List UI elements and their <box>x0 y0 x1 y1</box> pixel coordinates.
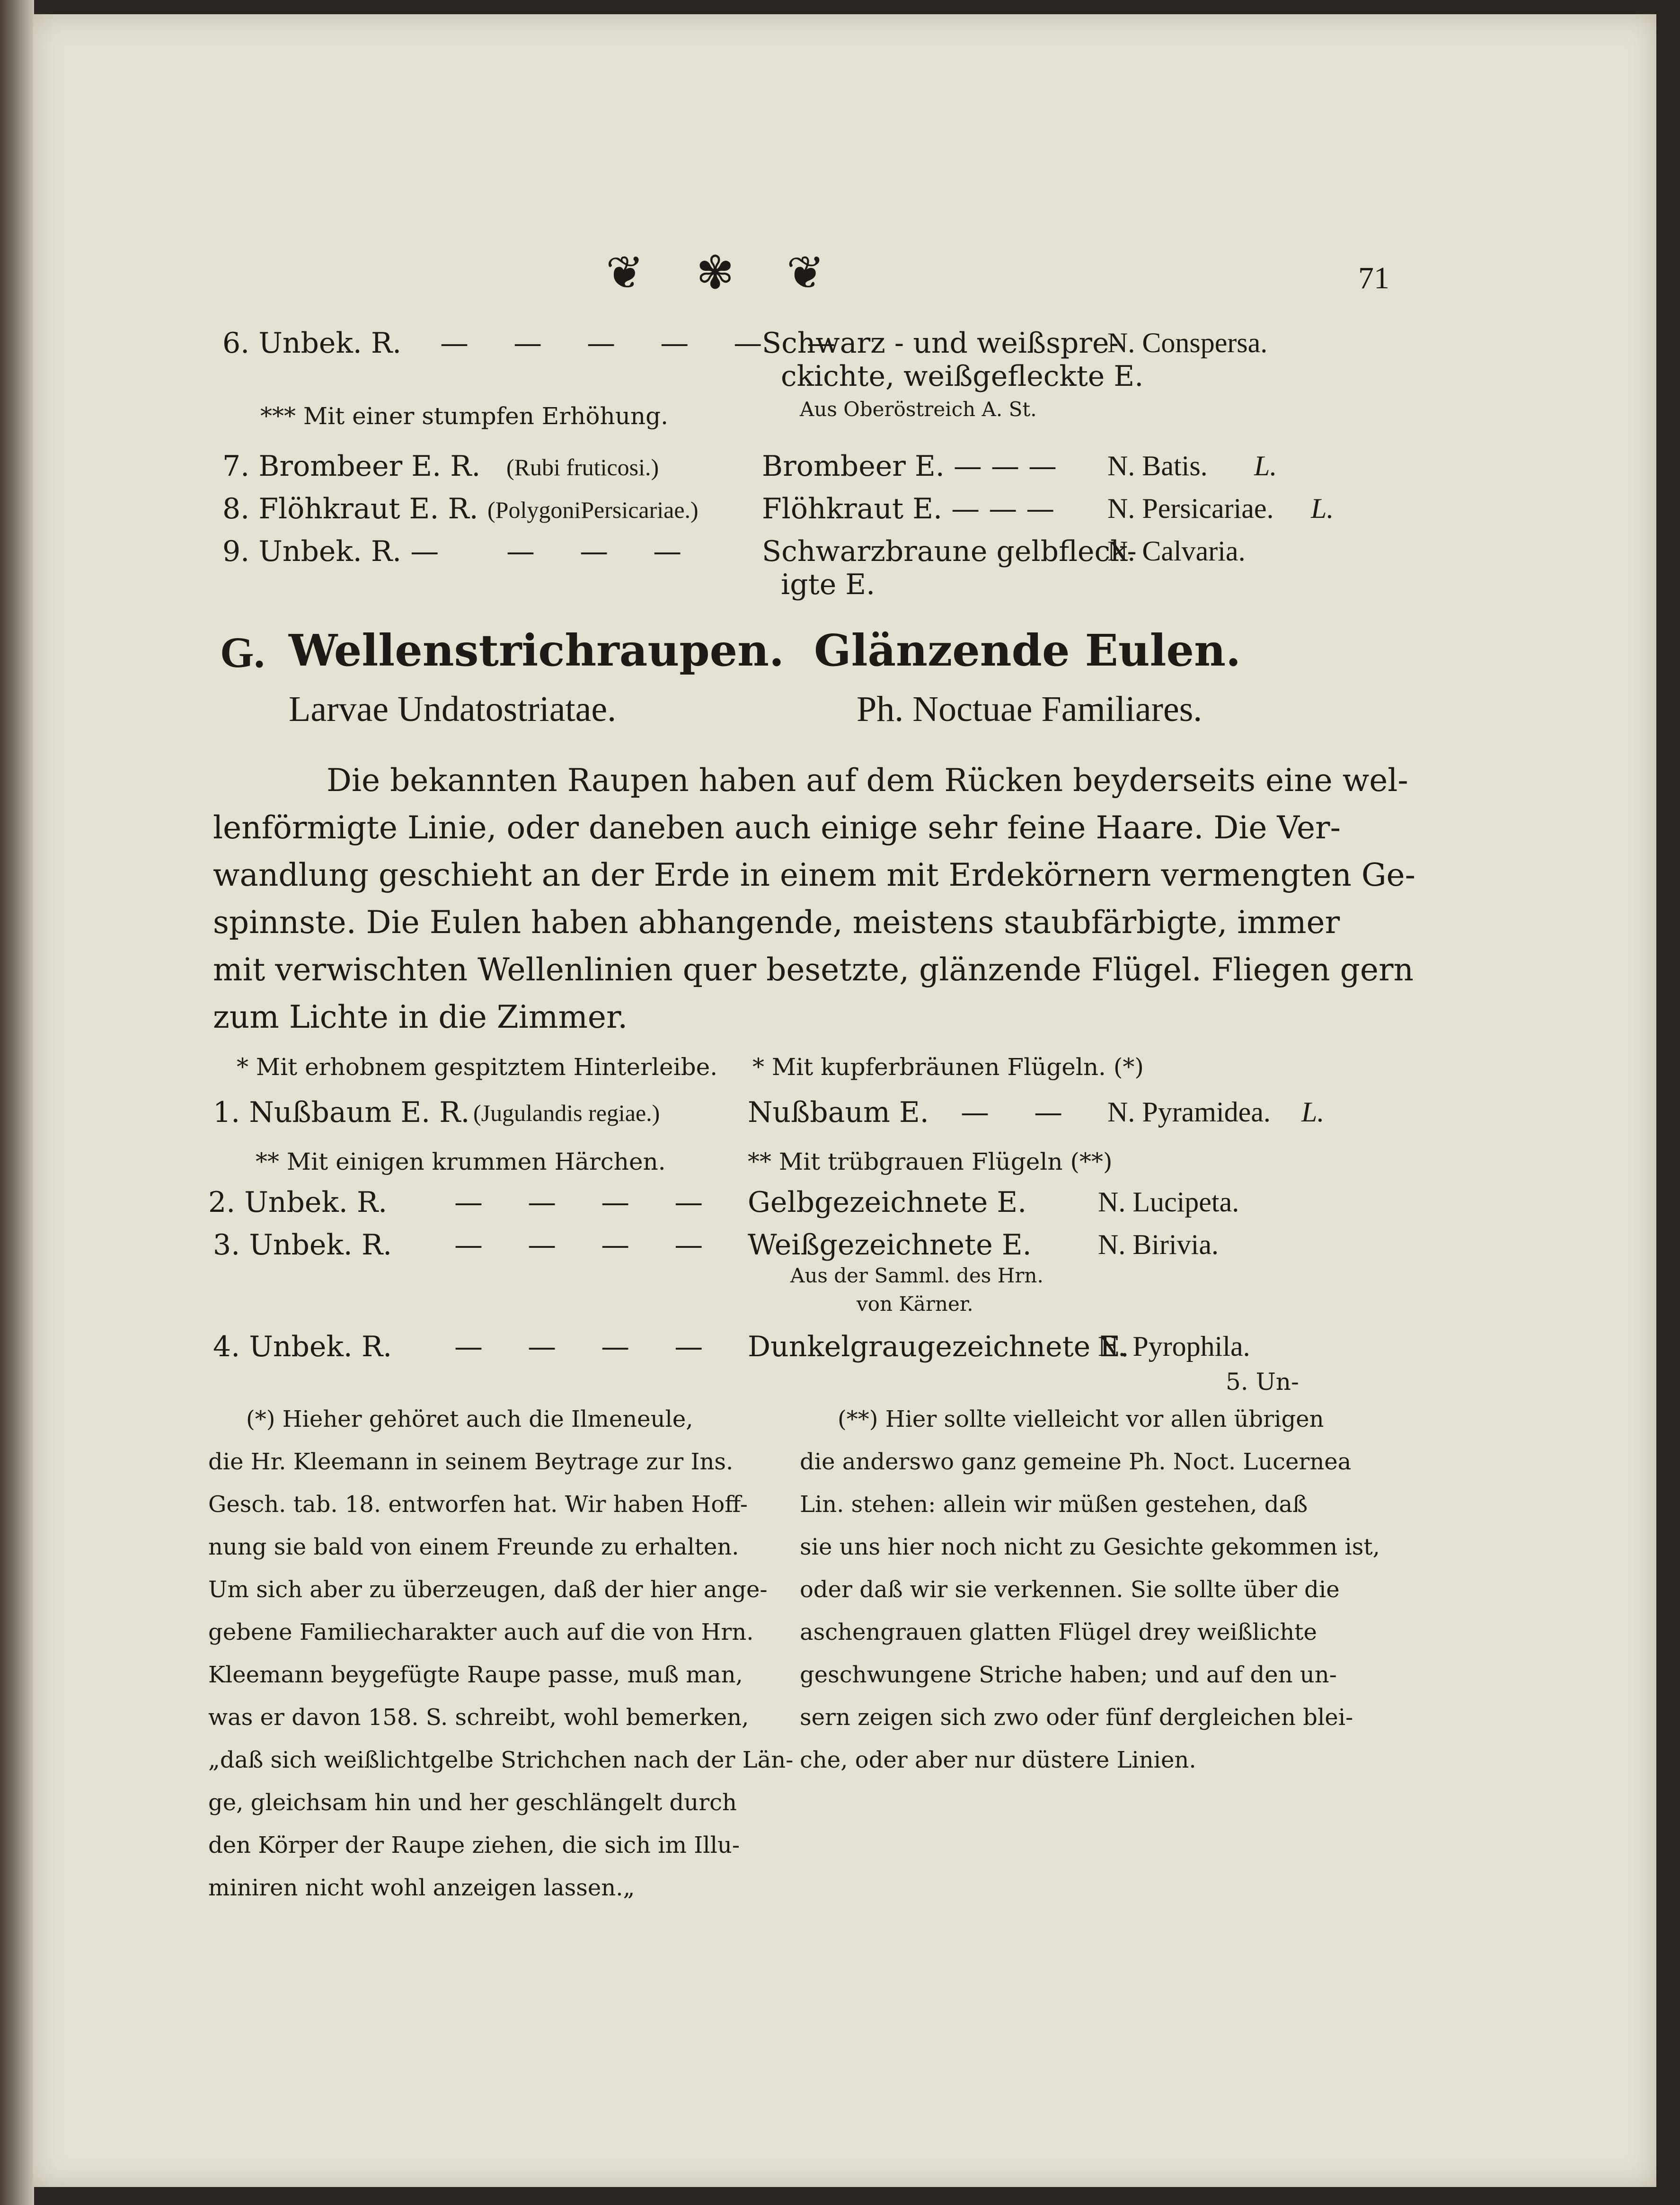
footnote-left-line: den Körper der Raupe ziehen, die sich im Illu- <box>208 1832 740 1858</box>
row-2-left: 2. Unbek. R. <box>208 1186 388 1219</box>
section1-note: *** Mit einer stumpfen Erhöhung. <box>260 402 669 430</box>
footnote-right-line: aschengrauen glatten Flügel drey weißlichte <box>800 1619 1317 1645</box>
footnote-right-line: oder daß wir sie verkennen. Sie sollte über die <box>800 1576 1340 1603</box>
row-9-name: Schwarzbraune gelbfleck- <box>762 535 1137 568</box>
row-8-paren: (PolygoniPersicariae.) <box>487 497 699 523</box>
footnote-left-line: nung sie bald von einem Freunde zu erhalten. <box>208 1534 739 1560</box>
footnote-left-line: Kleemann beygefügte Raupe passe, muß man, <box>208 1662 743 1688</box>
row-1-author: L. <box>1301 1096 1325 1128</box>
row-3-left: 3. Unbek. R. <box>213 1228 392 1262</box>
row-1-latin: N. Pyramidea. <box>1107 1096 1271 1128</box>
footnote-right-line: che, oder aber nur düstere Linien. <box>800 1747 1196 1773</box>
subhead-left-1: * Mit erhobnem gespitztem Hinterleibe. <box>237 1053 718 1081</box>
book-spine <box>0 0 34 2205</box>
row-2-dashes: — — — — <box>454 1186 721 1219</box>
row-1-dashes: — — <box>961 1096 1081 1129</box>
row-3-dashes: — — — — <box>454 1228 721 1262</box>
footnote-left-line: Gesch. tab. 18. entworfen hat. Wir haben Hoff- <box>208 1491 748 1518</box>
footnote-left-line: miniren nicht wohl anzeigen lassen.„ <box>208 1875 635 1901</box>
row-6-left: 6. Unbek. R. <box>222 327 402 360</box>
row-3-latin: N. Birivia. <box>1098 1229 1219 1260</box>
footnote-left-line: gebene Familiecharakter auch auf die von Hrn. <box>208 1619 754 1645</box>
subhead-right-2: ** Mit trübgrauen Flügeln (**) <box>748 1148 1113 1175</box>
row-1-name: Nußbaum E. <box>748 1096 929 1129</box>
footnote-left-line: Um sich aber zu überzeugen, daß der hier ange- <box>208 1576 768 1603</box>
footnote-right-line: (**) Hier sollte vielleicht vor allen übrigen <box>838 1406 1324 1432</box>
row-8-left: 8. Flöhkraut E. R. <box>222 492 478 525</box>
footnote-left-line: „daß sich weißlichtgelbe Strichchen nach der Län- <box>208 1747 794 1773</box>
book-page <box>33 14 1656 2187</box>
footnote-left-line: die Hr. Kleemann in seinem Beytrage zur Ins. <box>208 1449 734 1475</box>
row-1-left: 1. Nußbaum E. R. <box>213 1096 470 1129</box>
row-9-left: 9. Unbek. R. — <box>222 535 439 568</box>
section-german-title-right: Glänzende Eulen. <box>814 625 1241 676</box>
row-8-name: Flöhkraut E. — — — <box>762 492 1055 525</box>
row-8-latin: N. Persicariae. <box>1107 493 1274 524</box>
catchword: 5. Un- <box>1226 1368 1299 1396</box>
row-4-latin: N. Pyrophila. <box>1098 1331 1250 1362</box>
row-7-author: L. <box>1254 450 1277 481</box>
paragraph-line: mit verwischten Wellenlinien quer besetzte, glänzende Flügel. Fliegen gern <box>213 951 1414 988</box>
header-ornament: ❦ ✾ ❦ <box>606 246 844 299</box>
section-latin-title-right: Ph. Noctuae Familiares. <box>857 689 1203 729</box>
row-6-source: Aus Oberöstreich A. St. <box>800 398 1037 421</box>
footnote-right-line: Lin. stehen: allein wir müßen gestehen, daß <box>800 1491 1308 1518</box>
row-9-name-cont: igte E. <box>781 568 875 601</box>
footnote-right-line: sern zeigen sich zwo oder fünf dergleichen blei- <box>800 1704 1353 1731</box>
row-4-left: 4. Unbek. R. <box>213 1330 392 1363</box>
row-3-source: Aus der Samml. des Hrn. <box>790 1264 1043 1287</box>
paragraph-line: spinnste. Die Eulen haben abhangende, meistens staubfärbigte, immer <box>213 904 1340 941</box>
subhead-left-2: ** Mit einigen krummen Härchen. <box>256 1148 666 1175</box>
subhead-right-1: * Mit kupferbräunen Flügeln. (*) <box>752 1053 1144 1081</box>
row-6-name: Schwarz - und weißspre- <box>762 327 1119 360</box>
row-8-author: L. <box>1311 493 1334 524</box>
paragraph-line: wandlung geschieht an der Erde in einem mit Erdekörnern vermengten Ge- <box>213 857 1415 893</box>
row-4-dashes: — — — — <box>454 1330 721 1363</box>
row-7-left: 7. Brombeer E. R. <box>222 450 481 483</box>
section-german-title-left: Wellenstrichraupen. <box>289 625 785 676</box>
row-1-paren: (Jugulandis regiae.) <box>473 1100 660 1126</box>
paragraph-line: zum Lichte in die Zimmer. <box>213 999 628 1035</box>
row-7-latin: N. Batis. <box>1107 450 1208 481</box>
footnote-left-line: was er davon 158. S. schreibt, wohl bemerken, <box>208 1704 749 1731</box>
paragraph-line: lenförmigte Linie, oder daneben auch einige sehr feine Haare. Die Ver- <box>213 809 1341 846</box>
row-4-name: Dunkelgraugezeichnete E. <box>748 1330 1130 1363</box>
page-number: 71 <box>1358 261 1389 295</box>
section-letter: G. <box>220 628 265 676</box>
row-3-source-cont: von Kärner. <box>857 1292 973 1316</box>
row-6-dashes: — — — — — — <box>440 327 854 360</box>
row-9-dashes: — — — <box>506 535 700 568</box>
footnote-right-line: geschwungene Striche haben; und auf den un- <box>800 1662 1337 1688</box>
row-9-latin: N. Calvaria. <box>1107 535 1246 567</box>
section-latin-title-left: Larvae Undatostriatae. <box>289 689 617 729</box>
footnote-left-line: ge, gleichsam hin und her geschlängelt durch <box>208 1789 737 1816</box>
row-2-latin: N. Lucipeta. <box>1098 1186 1239 1218</box>
row-6-name-cont: ckichte, weißgefleckte E. <box>781 360 1144 393</box>
row-3-name: Weißgezeichnete E. <box>748 1228 1032 1262</box>
row-7-paren: (Rubi fruticosi.) <box>506 454 659 480</box>
row-6-latin: N. Conspersa. <box>1107 327 1268 358</box>
row-7-name: Brombeer E. — — — <box>762 450 1057 483</box>
paragraph-line: Die bekannten Raupen haben auf dem Rücken beyderseits eine wel- <box>327 762 1408 799</box>
row-2-name: Gelbgezeichnete E. <box>748 1186 1027 1219</box>
footnote-right-line: sie uns hier noch nicht zu Gesichte gekommen ist, <box>800 1534 1380 1560</box>
footnote-left-line: (*) Hieher gehöret auch die Ilmeneule, <box>246 1406 693 1432</box>
footnote-right-line: die anderswo ganz gemeine Ph. Noct. Lucernea <box>800 1449 1352 1475</box>
